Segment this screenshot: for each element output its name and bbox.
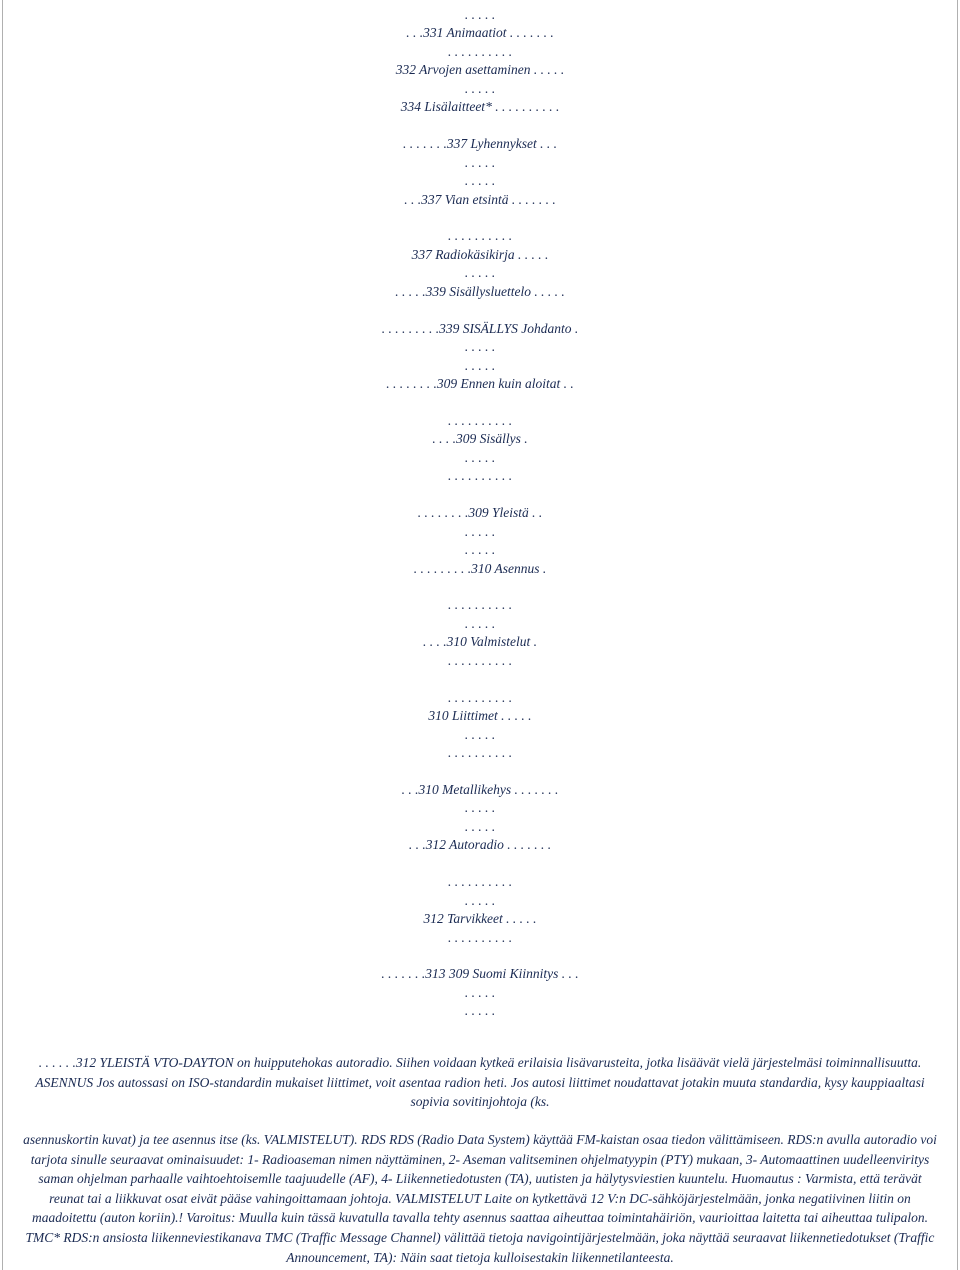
toc-line: . . . . . . . . . .	[447, 652, 513, 668]
toc-line: . . .310 Metallikehys . . . . . . .	[401, 781, 559, 797]
toc-line: 310 Liittimet . . . . .	[428, 708, 532, 724]
toc-line: . . . . . . . . . .	[447, 689, 513, 705]
toc-line: . . . . . . .313 309 Suomi Kiinnitys . . .	[381, 966, 579, 982]
paragraph-yleista: . . . . . .312 YLEISTÄ VTO-DAYTON on huipputehokas autoradio. Siihen voidaan kytkeä erilaisia lisävarusteita, jotka lisäävät vielä järjestelmäsi toiminnallisuutta. ASENNUS Jos autossasi on ISO-standardin mukaiset liittimet, voit asentaa radion heti. Jos autosi liittimet noudattavat jotakin muuta standardia, kysy kauppiaaltasi sopivia sovitinjohtoja (ks.	[35, 1055, 925, 1110]
toc-line: . . . . . . .337 Lyhennykset . . .	[402, 136, 558, 152]
toc-line: . . . .310 Valmistelut .	[423, 634, 537, 650]
toc-line: . . . . . . . .309 Yleistä . .	[417, 505, 543, 521]
toc-line: . . . . .339 Sisällysluettelo . . . . .	[395, 283, 565, 299]
toc-line: . . . . . . . . . .	[447, 228, 513, 244]
toc-line: . . . . . . . . . .	[447, 874, 513, 890]
toc-line: . . . . . . . . . .	[447, 597, 513, 613]
toc-line: . . .331 Animaatiot . . . . . . .	[406, 25, 554, 41]
toc-line: . . . . .	[464, 265, 496, 281]
toc-line: . . . . .	[464, 984, 496, 1000]
toc-line: . . . . . . . . .339 SISÄLLYS Johdanto .	[381, 320, 579, 336]
toc-line: . . .337 Vian etsintä . . . . . . .	[404, 191, 556, 207]
toc-line: . . . . . . . . .310 Asennus .	[413, 560, 547, 576]
toc-line: . . . . . . . . . .	[447, 43, 513, 59]
toc-line: . . . . .	[464, 542, 496, 558]
toc-line: . . . . .	[464, 449, 496, 465]
toc-line: 334 Lisälaitteet* . . . . . . . . . .	[400, 99, 560, 115]
toc-line: . . . . .	[464, 892, 496, 908]
toc-line: . . . . .	[464, 1003, 496, 1019]
toc-line: . . . . .	[464, 523, 496, 539]
toc-line: . . . . .	[464, 80, 496, 96]
toc-line: 337 Radiokäsikirja . . . . .	[411, 246, 549, 262]
toc-line: . . . . .	[464, 173, 496, 189]
toc-line: . . . . . . . . . .	[447, 929, 513, 945]
paragraph-rds: asennuskortin kuvat) ja tee asennus itse (ks. VALMISTELUT). RDS RDS (Radio Data System) käyttää FM-kaistan osaa tiedon välittämiseen. RDS:n avulla autoradio voi tarjota sinulle seuraavat ominaisuudet: 1- Radioaseman nimen näyttäminen, 2- Aseman valitseminen ohjelmatyypin (PTY) mukaan, 3- Automaattinen uudelleenviritys saman ohjelman parhaalle vaihtoehtoisemlle taajuudelle (AF), 4- Liikennetiedotusten (TA), uutisten ja hälytysviestien kuuntelu. Huomautus : Varmista, että terävät reunat tai a liikkuvat osat eivät pääse vahingoittamaan johtoja. VALMISTELUT Laite on kytkettävä 12 V:n DC-sähköjärjestelmään, jonka negatiivinen liitin on maadoitettu (auton koriin).! Varoitus: Muulla kuin tässä kuvatulla tavalla tehty asennus saattaa aiheuttaa toimintahäiriön, vaurioittaa laitetta tai aiheuttaa tulipalon. TMC* RDS:n ansiosta liikenneviestikanava TMC (Traffic Message Channel) välittää tietoja navigointijärjestelmään, joka näyttää seuraavat liikennetiedotukset (Traffic Announcement, TA): Näin saat tietoja kulloisestakin liikennetilanteesta.	[23, 1132, 937, 1265]
toc-line: . . .312 Autoradio . . . . . . .	[408, 837, 552, 853]
toc-line: . . . . .	[464, 726, 496, 742]
toc-line: . . . .309 Sisällys .	[432, 431, 528, 447]
toc-line: . . . . .	[464, 357, 496, 373]
toc-line: . . . . .	[464, 154, 496, 170]
toc-line: 312 Tarvikkeet . . . . .	[423, 911, 537, 927]
toc-line: . . . . .	[464, 818, 496, 834]
toc-line: . . . . .	[464, 339, 496, 355]
toc-line: . . . . . . . . . .	[447, 412, 513, 428]
toc-line: . . . . .	[464, 615, 496, 631]
toc-line: . . . . . . . . . .	[447, 745, 513, 760]
toc-line: . . . . .	[464, 800, 496, 816]
toc-line: . . . . . . . .309 Ennen kuin aloitat . .	[386, 376, 574, 391]
toc-line: 332 Arvojen asettaminen . . . . .	[395, 62, 565, 78]
toc-line: . . . . .	[464, 7, 496, 22]
toc-line: . . . . . . . . . .	[447, 468, 513, 484]
